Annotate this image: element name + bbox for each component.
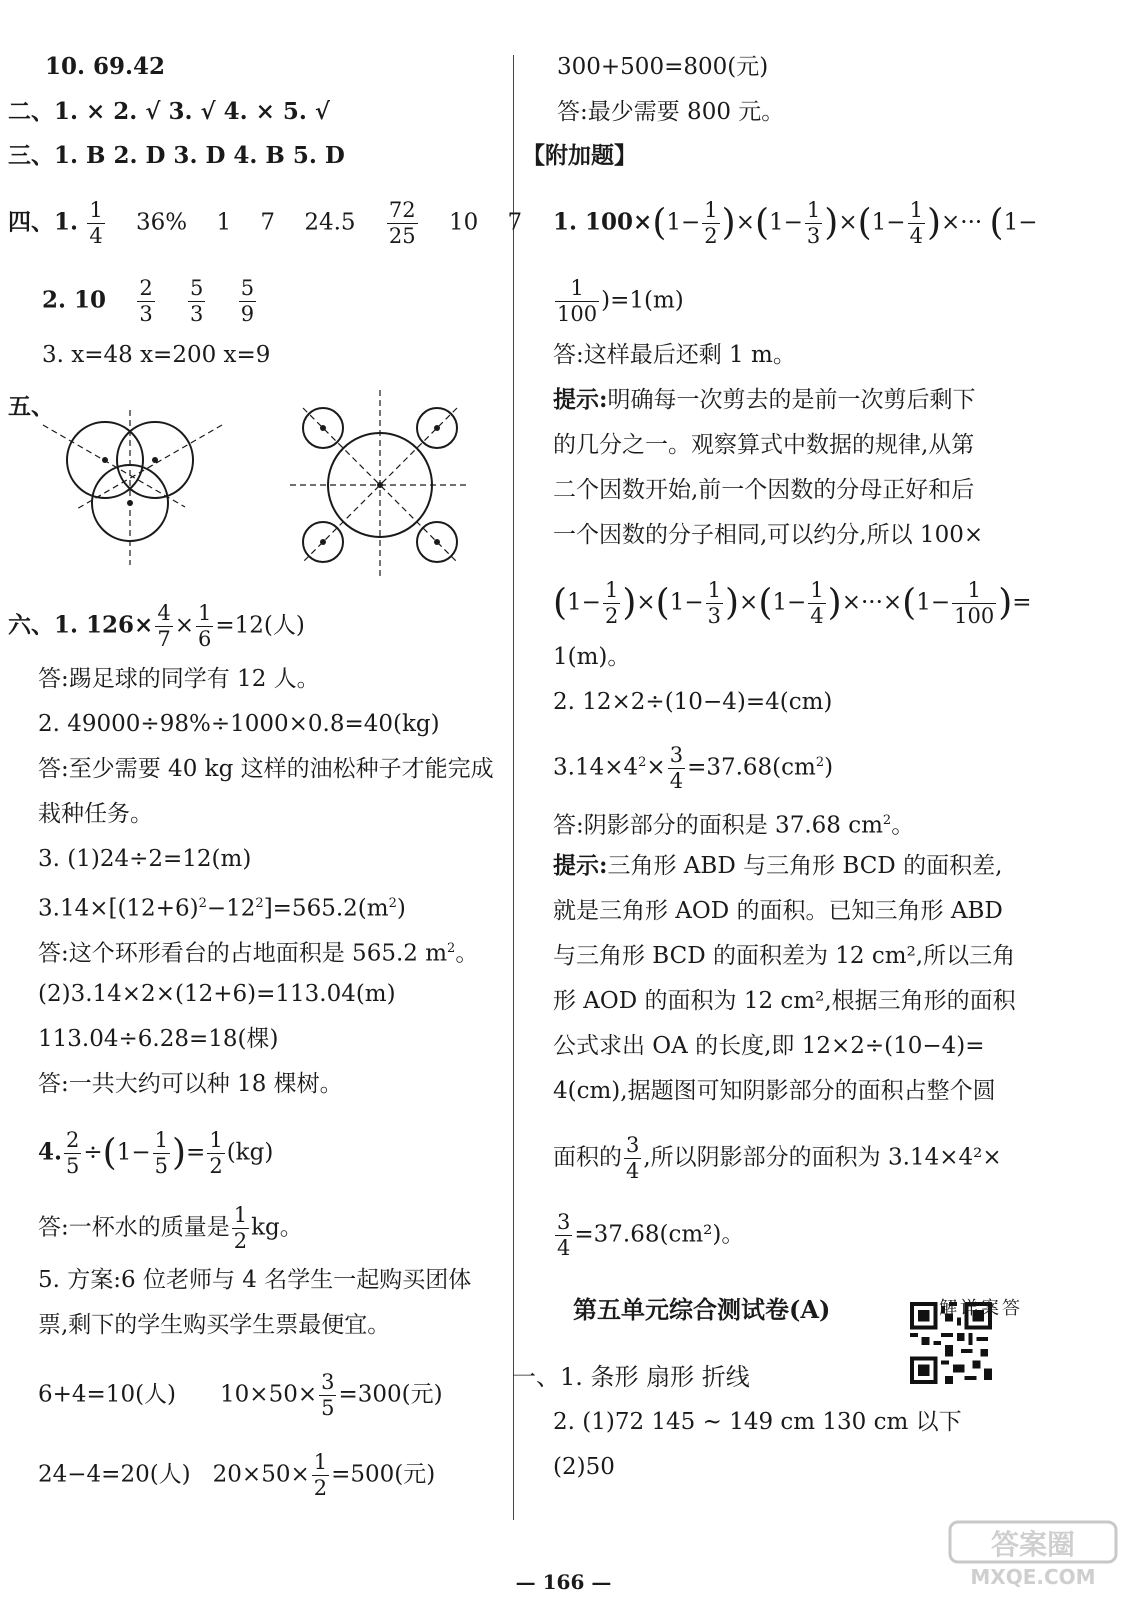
frac-5-9: $\frac{5}{9}$ bbox=[240, 276, 255, 326]
bonus-q2b: $3.14\times 4^2\times$ $\frac{3}{4}$ $=37.68(cm^2)$ bbox=[553, 743, 834, 793]
hint1-line-d: 一个因数的分子相同,可以约分,所以 100× bbox=[553, 522, 984, 548]
unit-q2-2: (2)50 bbox=[553, 1454, 615, 1480]
q6-3b-part4: ) bbox=[396, 895, 406, 922]
bonus-q1: 1. 100×(1− $\frac{1}{2}$ )×(1− $\frac{1}{3}$ )×(1− $\frac{1}{4}$ )×··· (1− bbox=[553, 198, 1038, 248]
unit-q2-1: 2. (1)72 145 ~ 149 cm 130 cm 以下 bbox=[553, 1409, 962, 1435]
frac-2-3: $\frac{2}{3}$ bbox=[139, 276, 153, 326]
frac-1-3-h: $\frac{1}{3}$ bbox=[707, 578, 721, 628]
r5-suffix: )=1(m) bbox=[601, 287, 684, 314]
q6-3b-part2: −12 bbox=[206, 895, 256, 922]
question-6-3a: 3. (1)24÷2=12(m) bbox=[38, 846, 252, 872]
frac-1-3-r: $\frac{1}{3}$ bbox=[806, 198, 821, 248]
frac-1-2-h: $\frac{1}{2}$ bbox=[604, 578, 619, 628]
a2-text: 答:阴影部分的面积是 37.68 cm bbox=[553, 812, 883, 839]
section-2-answers: 二、1. × 2. √ 3. √ 4. × 5. √ bbox=[8, 98, 331, 125]
svg-text:答案圈: 答案圈 bbox=[990, 1528, 1076, 1561]
q6-5c1: 6+4=10(人) bbox=[38, 1381, 177, 1408]
answer-6-2b: 栽种任务。 bbox=[38, 801, 153, 827]
question-6-5c bbox=[38, 1372, 443, 1419]
hint1-e-tail: ×···× bbox=[841, 589, 903, 616]
bonus-answer-2: 答:阴影部分的面积是 37.68 $cm^2$。 bbox=[553, 812, 915, 839]
hint1-a: 明确每一次剪去的是前一次剪后剩下 bbox=[607, 387, 976, 413]
hint2-label: 提示: bbox=[553, 852, 608, 879]
question-6-3b: $3.14\times[(12+6)^2-12^2]=565.2(m^2)$ bbox=[38, 895, 406, 922]
s4-item-1: 1 bbox=[216, 209, 232, 236]
bonus-heading: 【附加题】 bbox=[522, 142, 637, 169]
q6-3b-part3: ]=565.2(m bbox=[263, 895, 389, 922]
answer-6-4 bbox=[38, 1205, 303, 1252]
hint2-g-suffix: ,所以阴影部分的面积为 3.14×4²× bbox=[643, 1144, 1002, 1171]
section-4-q3: 3. x=48 x=200 x=9 bbox=[42, 342, 271, 368]
hint2-line-b: 就是三角形 AOD 的面积。已知三角形 ABD bbox=[553, 898, 1003, 924]
q6-4-prefix: 4. bbox=[38, 1138, 63, 1166]
q6-5c2: 10×50× bbox=[220, 1381, 318, 1408]
r4-tail: ×··· bbox=[941, 209, 983, 236]
q6-5d3: =500(元) bbox=[331, 1461, 436, 1488]
q6-1-prefix: 六、1. 126× bbox=[8, 611, 154, 639]
frac-3-4-h: $\frac{3}{4}$ bbox=[626, 1133, 640, 1183]
r-line-2: 答:最少需要 800 元。 bbox=[557, 99, 785, 125]
frac-3-4-h2: $\frac{3}{4}$ bbox=[557, 1210, 571, 1260]
frac-1-2: $\frac{1}{2}$ bbox=[209, 1128, 223, 1178]
s4-item-5: 7 bbox=[507, 209, 523, 236]
answer-6-2a: 答:至少需要 40 kg 这样的油松种子才能完成 bbox=[38, 756, 494, 782]
hint2-line-g bbox=[553, 1135, 1002, 1182]
question-6-3d: 113.04÷6.28=18(棵) bbox=[38, 1026, 279, 1052]
hint1-label: 提示: bbox=[553, 386, 608, 413]
unit-title: 第五单元综合测试卷(A) bbox=[573, 1295, 831, 1324]
frac-1-4-r: $\frac{1}{4}$ bbox=[909, 198, 923, 248]
frac-1-2-b: $\frac{1}{2}$ bbox=[313, 1450, 328, 1500]
hint2-line-h bbox=[553, 1212, 744, 1259]
hint2-a: 三角形 ABD 与三角形 BCD 的面积差, bbox=[607, 853, 1003, 879]
hint2-line-d: 形 AOD 的面积为 12 cm²,根据三角形的面积 bbox=[553, 988, 1016, 1014]
answer-6-3a: 答:这个环形看台的占地面积是 565.2 $m^2$。 bbox=[38, 940, 479, 967]
section-5-label: 五、 bbox=[8, 393, 54, 420]
s4-item-0: 36% bbox=[136, 209, 188, 236]
r4-prefix: 1. 100× bbox=[553, 208, 653, 236]
q6-4-result: (kg) bbox=[226, 1139, 274, 1166]
hint2-line-e: 公式求出 OA 的长度,即 12×2÷(10−4)= bbox=[553, 1033, 985, 1059]
frac-2-5: $\frac{2}{5}$ bbox=[66, 1128, 80, 1178]
q2b-result: =37.68(cm bbox=[687, 754, 816, 781]
q6-5c3: =300(元) bbox=[338, 1381, 443, 1408]
bonus-answer-1: 答:这样最后还剩 1 m。 bbox=[553, 342, 796, 368]
hint2-line-f: 4(cm),据题图可知阴影部分的面积占整个圆 bbox=[553, 1078, 996, 1104]
bonus-q1-cont bbox=[553, 278, 684, 325]
q6-1-result: =12(人) bbox=[215, 612, 305, 639]
section-4-q2 bbox=[42, 278, 258, 325]
bonus-q2a: 2. 12×2÷(10−4)=4(cm) bbox=[553, 689, 833, 715]
frac-1-2-r: $\frac{1}{2}$ bbox=[704, 198, 718, 248]
frac-3-4: $\frac{3}{4}$ bbox=[669, 743, 684, 793]
svg-text:MXQE.COM: MXQE.COM bbox=[970, 1565, 1096, 1589]
hint2-line-a bbox=[553, 851, 1002, 881]
frac-1-100: $\frac{1}{100}$ bbox=[557, 276, 598, 326]
section-3-answers: 三、1. B 2. D 3. D 4. B 5. D bbox=[8, 142, 345, 169]
s4-item-4: 10 bbox=[448, 209, 479, 236]
frac-1-2-kg: $\frac{1}{2}$ bbox=[233, 1203, 248, 1253]
five-circles-figure bbox=[285, 390, 475, 580]
line-10: 10. 69.42 bbox=[45, 53, 166, 80]
frac-1-6: $\frac{1}{6}$ bbox=[197, 601, 212, 651]
frac-1-4: $\frac{1}{4}$ bbox=[89, 198, 103, 248]
question-6-5d bbox=[38, 1452, 435, 1499]
hint2-line-c: 与三角形 BCD 的面积差为 12 cm²,所以三角 bbox=[553, 943, 1016, 969]
q6-5d1: 24−4=20(人) bbox=[38, 1461, 191, 1488]
hint2-h-suffix: =37.68(cm²)。 bbox=[574, 1221, 745, 1248]
unit-q1: 一、1. 条形 扇形 折线 bbox=[512, 1363, 750, 1391]
page-number: — 166 — bbox=[515, 1570, 612, 1594]
frac-3-5: $\frac{3}{5}$ bbox=[321, 1370, 335, 1420]
hint1-line-a bbox=[553, 385, 976, 415]
frac-4-7: $\frac{4}{7}$ bbox=[157, 601, 171, 651]
answer-6-1: 答:踢足球的同学有 12 人。 bbox=[38, 666, 320, 692]
question-6-3c: (2)3.14×2×(12+6)=113.04(m) bbox=[38, 981, 396, 1007]
hint1-line-e: (1− $\frac{1}{2}$ )×(1− $\frac{1}{3}$ )×(1− $\frac{1}{4}$ )×···×(1− $\frac{1}{100}$ )= bbox=[553, 578, 1032, 628]
qr-label: 答案详解 bbox=[936, 1298, 1020, 1316]
s4-prefix: 四、1. bbox=[8, 208, 79, 236]
a6-4-suffix: kg。 bbox=[251, 1214, 303, 1241]
answer-6-3b: 答:一共大约可以种 18 棵树。 bbox=[38, 1071, 343, 1097]
hint2-g-prefix: 面积的 bbox=[553, 1144, 622, 1171]
s4-item-3: 24.5 bbox=[304, 209, 356, 236]
section-4-q1 bbox=[8, 200, 522, 247]
watermark-logo bbox=[948, 1520, 1118, 1590]
section-6-q1: 六、1. 126× $\frac{4}{7}$ × $\frac{1}{6}$ =12(人) bbox=[8, 601, 305, 651]
frac-1-5: $\frac{1}{5}$ bbox=[154, 1128, 168, 1178]
s4b-prefix: 2. 10 bbox=[42, 286, 107, 314]
a6-4-prefix: 答:一杯水的质量是 bbox=[38, 1214, 230, 1241]
q6-3b-part1: 3.14×[(12+6) bbox=[38, 895, 199, 922]
s4-item-2: 7 bbox=[260, 209, 276, 236]
a6-3a-end: 。 bbox=[455, 940, 479, 967]
frac-1-100-h: $\frac{1}{100}$ bbox=[954, 578, 995, 628]
q6-5d2: 20×50× bbox=[212, 1461, 310, 1488]
three-circles-figure bbox=[35, 400, 230, 570]
hint1-line-b: 的几分之一。观察算式中数据的规律,从第 bbox=[553, 432, 975, 458]
a6-3a-text: 答:这个环形看台的占地面积是 565.2 m bbox=[38, 940, 448, 967]
frac-72-25: $\frac{72}{25}$ bbox=[388, 198, 416, 248]
hint1-line-c: 二个因数开始,前一个因数的分母正好和后 bbox=[553, 477, 975, 503]
column-divider bbox=[513, 55, 514, 1520]
question-6-2: 2. 49000÷98%÷1000×0.8=40(kg) bbox=[38, 711, 440, 737]
frac-1-4-h: $\frac{1}{4}$ bbox=[810, 578, 824, 628]
question-6-4: 4. $\frac{2}{5}$ ÷(1− $\frac{1}{5}$ )= $\frac{1}{2}$ (kg) bbox=[38, 1128, 274, 1178]
r-line-1: 300+500=800(元) bbox=[557, 54, 769, 80]
frac-5-3: $\frac{5}{3}$ bbox=[190, 276, 204, 326]
question-6-5a: 5. 方案:6 位老师与 4 名学生一起购买团体 bbox=[38, 1267, 472, 1293]
question-6-5b: 票,剩下的学生购买学生票最便宜。 bbox=[38, 1312, 391, 1338]
hint1-line-f: 1(m)。 bbox=[553, 644, 631, 670]
q2b-prefix: 3.14×4 bbox=[553, 754, 639, 781]
